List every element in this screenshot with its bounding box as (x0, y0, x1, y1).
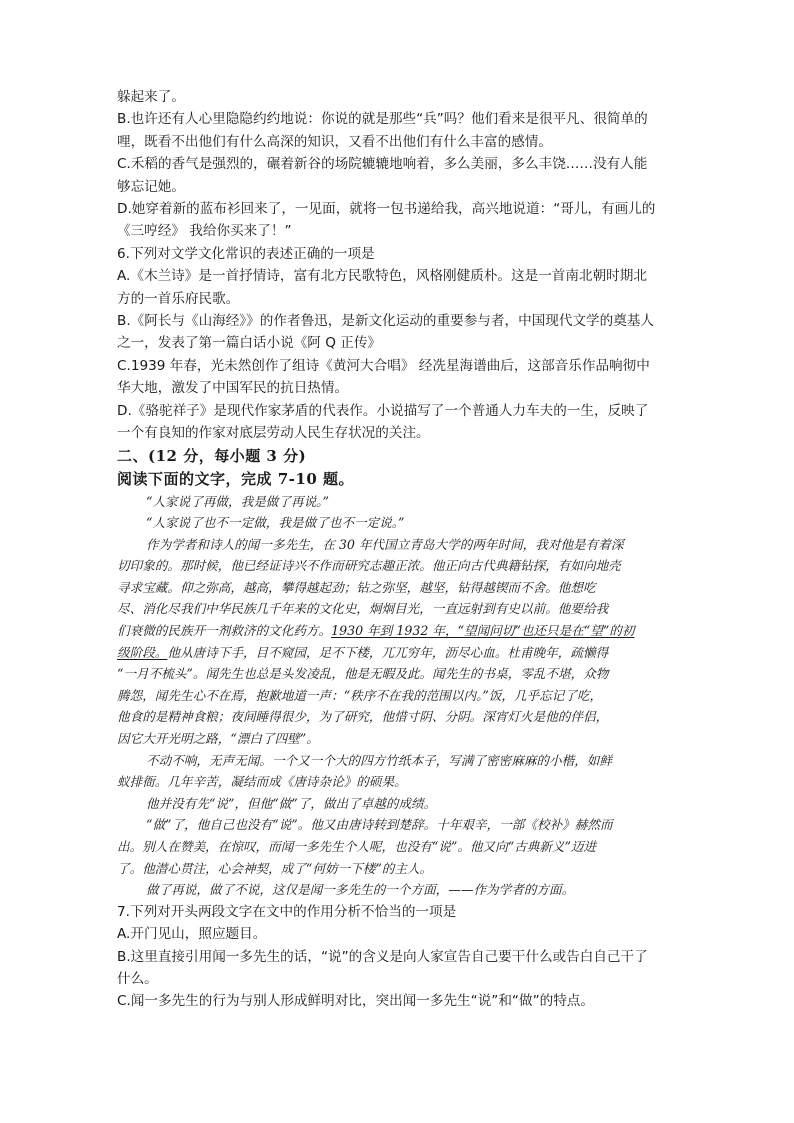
passage-line: “人家说了再做，我是做了再说。” (146, 493, 329, 509)
q6-option-d-line-1: D.《骆驼祥子》是现代作家茅盾的代表作。小说描写了一个普通人力车夫的一生，反映了 (117, 402, 649, 419)
q7-option-b-line-1: B.这里直接引用闻一多先生的话，“说”的含义是向人家宣告自己要干什么或告白自己干了 (117, 948, 648, 965)
passage-line: 尽、消化尽我们中华民族几千年来的文化史，炯炯目光，一直远射到有史以前。他要给我 (117, 601, 609, 617)
q5-option-c-line-2: 够忘记她。 (117, 178, 185, 195)
exam-page (117, 86, 677, 1013)
q6-option-a-line-2: 方的一首乐府民歌。 (117, 290, 240, 307)
section-2-instruction: 阅读下面的文字，完成 7-10 题。 (117, 469, 354, 488)
q5-option-b-line-1: B.也许还有人心里隐隐约约地说：你说的就是那些“兵”吗？他们看来是很平凡、很简单的 (117, 111, 648, 128)
q5-option-d-line-2: 《三哼经》 我给你买来了！” (117, 223, 292, 240)
q7-stem: 7.下列对开头两段文字在文中的作用分析不恰当的一项是 (117, 903, 457, 920)
passage-line: “做”了，他自己也没有“说”。他又由唐诗转到楚辞。十年艰辛，一部《校补》赫然而 (146, 817, 613, 833)
q6-option-c-line-2: 华大地，激发了中国军民的抗日热情。 (117, 380, 349, 397)
passage-line: 腾怨，闻先生心不在焉，抱歉地道一声：“秩序不在我的范围以内。”饭，几乎忘记了吃， (117, 687, 603, 703)
passage-line: 做了再说，做了不说，这仅是闻一多先生的一个方面，——作为学者的方面。 (146, 882, 575, 898)
q6-option-b-line-2: 之一，发表了第一篇白话小说《阿 Q 正传》 (117, 335, 382, 352)
q5-option-d-line-1: D.她穿着新的蓝布衫回来了，一见面，就将一包书递给我，高兴地说道：“哥儿，有画儿的 (117, 201, 656, 218)
passage-line (117, 642, 677, 664)
passage-line: 寻求宝藏。仰之弥高，越高，攀得越起劲；钻之弥坚，越坚，钻得越锲而不舍。他想吃 (117, 579, 596, 595)
q5-option-a-continuation: 躲起来了。 (117, 89, 185, 105)
passage-line: 他食的是精神食粮；夜间睡得很少，为了研究，他惜寸阴、分阴。深宵灯火是他的伴侣， (117, 709, 609, 725)
passage-text: 们衰微的民族开一剂救济的文化药方。 (117, 623, 332, 639)
passage-line: 切印象的。那时候，他已经证诗兴不作而研究志趣正浓。他正向古代典籍钻探，有如向地壳 (117, 558, 621, 574)
q6-option-a-line-1: A.《木兰诗》是一首抒情诗，富有北方民歌特色，风格刚健质朴。这是一首南北朝时期北 (117, 268, 647, 285)
passage-line: 作为学者和诗人的闻一多先生，在 30 年代国立青岛大学的两年时间，我对他是有着深 (146, 536, 624, 552)
passage-line: 了。他潜心贯注，心会神契，成了“何妨一下楼”的主人。 (117, 860, 433, 876)
q6-option-b-line-1: B.《阿长与《山海经》》的作者鲁迅，是新文化运动的重要参与者，中国现代文学的奠基人 (117, 313, 655, 330)
passage-line: 他并没有先“说”，但他“做”了，做出了卓越的成绩。 (146, 795, 437, 811)
underlined-sentence-end: 级阶段。 (117, 644, 168, 660)
passage-line: 蚁排衙。几年辛苦，凝结而成《唐诗杂论》的硕果。 (117, 774, 407, 790)
q5-option-b-line-2: 哩，既看不出他们有什么高深的知识，又看不出他们有什么丰富的感情。 (117, 133, 552, 150)
passage-line: “人家说了也不一定做，我是做了也不一定说。” (146, 515, 405, 531)
q7-option-a: A.开门见山，照应题目。 (117, 926, 267, 943)
passage-line (117, 620, 677, 642)
passage-line: 不动不响，无声无闻。一个又一个大的四方竹纸本子，写满了密密麻麻的小楷，如鲜 (146, 752, 612, 768)
q5-option-c-line-1: C.禾稻的香气是强烈的，碾着新谷的场院辘辘地响着，多么美丽，多么丰饶……没有人能 (117, 156, 648, 173)
passage-line: 出。别人在赞美，在惊叹，而闻一多先生个人呢，也没有“说”。他又向“古典新义”迈进 (117, 839, 597, 854)
reading-passage (117, 491, 677, 901)
q6-stem: 6.下列对文学文化常识的表述正确的一项是 (117, 245, 375, 262)
section-2-title: 二、(12 分，每小题 3 分) (117, 446, 307, 465)
underlined-sentence: 1930 年到 1932 年，“望闻问切”也还只是在“望”的初 (331, 623, 635, 639)
passage-text: 他从唐诗下手，目不窥园，足不下楼，兀兀穷年，沥尽心血。杜甫晚年，疏懒得 (167, 644, 609, 660)
passage-line: 因它大开光明之路，“漂白了四壁”。 (117, 731, 319, 747)
passage-line: “一月不梳头”。闻先生也总是头发凌乱，他是无暇及此。闻先生的书桌，零乱不堪，众物 (117, 666, 609, 682)
q6-option-d-line-2: 一个有良知的作家对底层劳动人民生存状况的关注。 (117, 425, 430, 442)
q7-option-b-line-2: 什么。 (117, 971, 158, 987)
q6-option-c-line-1: C.1939 年春，光未然创作了组诗《黄河大合唱》 经冼星海谱曲后，这部音乐作品响彻中 (117, 357, 650, 374)
q7-option-c: C.闻一多先生的行为与别人形成鲜明对比，突出闻一多先生“说”和“做”的特点。 (117, 993, 594, 1010)
